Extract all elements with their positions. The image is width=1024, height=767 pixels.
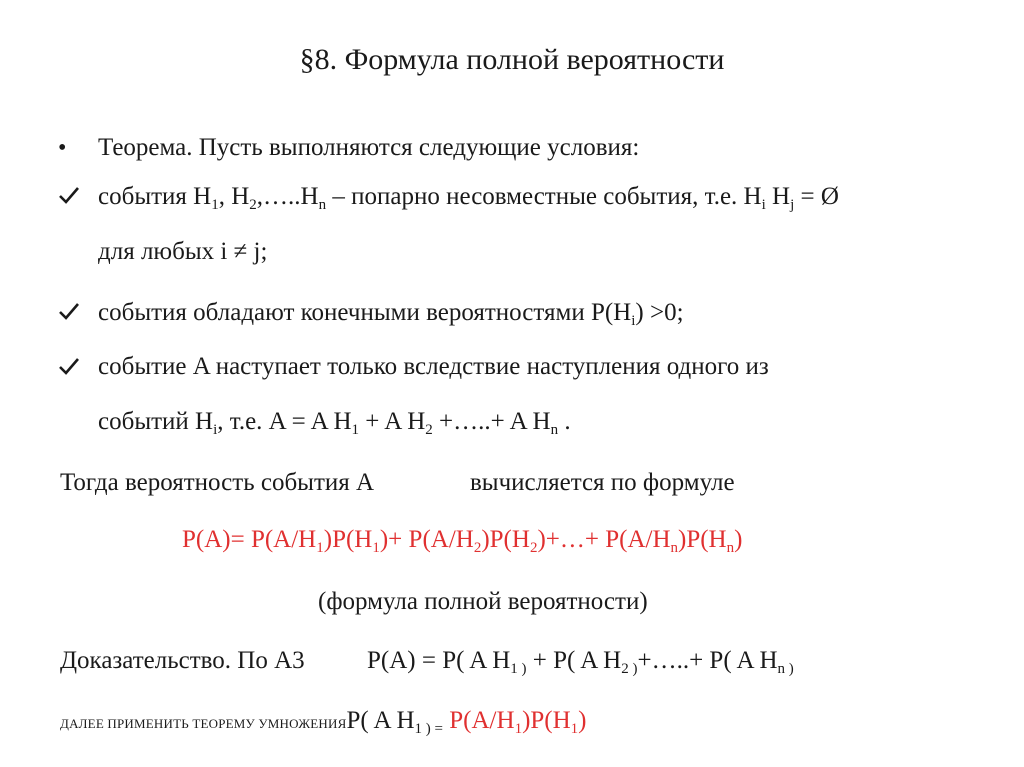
checkmark-icon <box>58 300 80 322</box>
then-text-start: Тогда вероятность события A <box>60 469 375 496</box>
slide-title: §8. Формула полной вероятности <box>299 43 725 76</box>
theorem-line: Теорема. Пусть выполняются следующие условия: <box>98 134 640 161</box>
total-probability-formula: $P(A)= P(A/H_1)P(H_1)+$ $P(A/H_2)P(H_2)+\dots+ P(A/H_n)P(H_n)$ <box>182 526 743 556</box>
condition-1-line-1: события $H_1$, $H_2,\dots..H_n$ – попарно несовместные события, т.е. $H_i$ $H_j$ = Ø <box>98 183 839 213</box>
condition-1-line-2: для любых i ≠ j; <box>98 238 268 265</box>
bullet-dot-icon: • <box>58 135 67 161</box>
formula-name: (формула полной вероятности) <box>318 588 648 615</box>
condition-3-line-1: событие A наступает только вследствие наступления одного из <box>98 353 769 380</box>
proof-equation: P(A) = P( A $H_{1 )} + P$( A $H_{2 )}+\dots..+ P$( A $H_{n )}$ <box>367 647 794 677</box>
checkmark-icon <box>58 184 80 206</box>
apply-label: ДАЛЕЕ ПРИМЕНИТЬ ТЕОРЕМУ УМНОЖЕНИЯ <box>60 716 347 731</box>
condition-2-line: события обладают конечными вероятностями $P(H_i) >0$; <box>98 299 684 329</box>
proof-label: Доказательство. По A3 <box>60 647 305 674</box>
checkmark-icon <box>58 355 80 377</box>
apply-line: ДАЛЕЕ ПРИМЕНИТЬ ТЕОРЕМУ УМНОЖЕНИЯP( A $H_{1 ) =}$ $P(A/H_1)P(H_1)$ <box>60 707 587 737</box>
then-text-end: вычисляется по формуле <box>470 469 735 496</box>
condition-3-line-2: событий $H_i$, т.е. A = A $H_1 + A$ $H_2$ +…..+ A $H_n$ . <box>98 408 571 438</box>
